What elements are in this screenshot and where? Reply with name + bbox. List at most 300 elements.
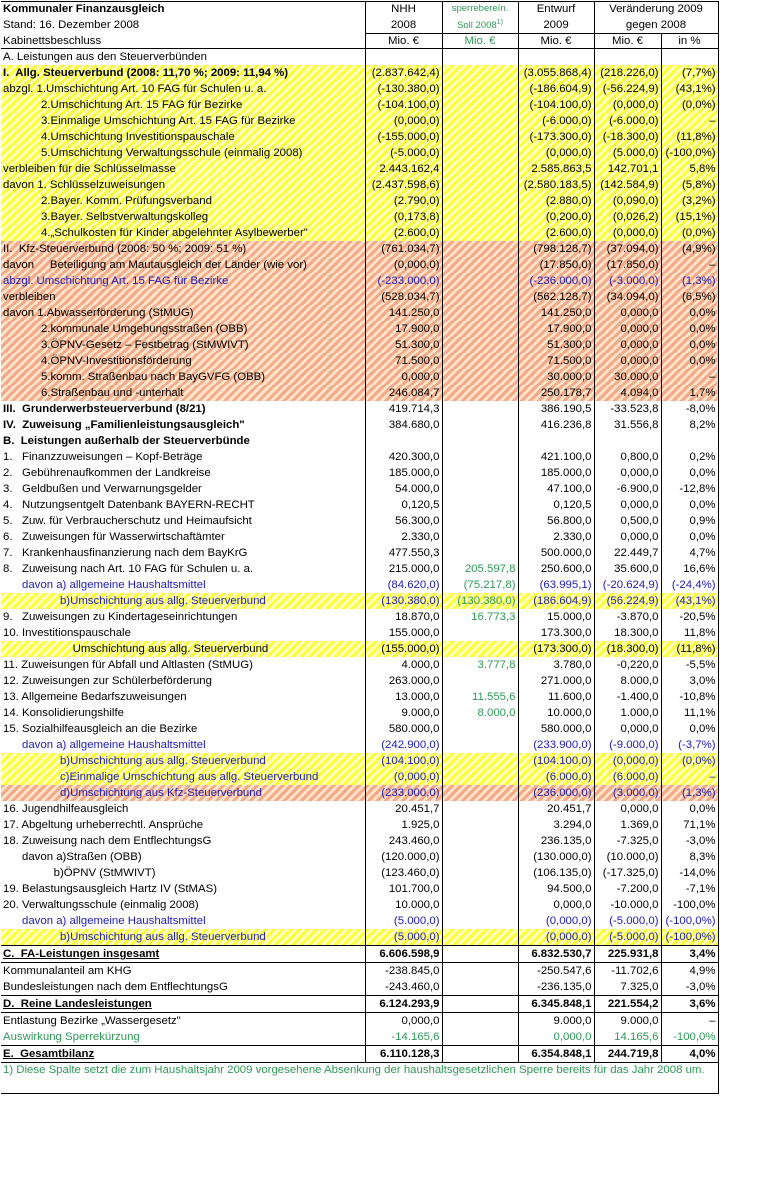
row-label: 4.„Schulkosten für Kinder abgelehnter Asylbewerber" bbox=[1, 225, 365, 241]
cell-col5: -10,8% bbox=[661, 689, 718, 705]
cell-col3: (562.128,7) bbox=[518, 289, 594, 305]
cell-col3: 0,000,0 bbox=[518, 1029, 594, 1046]
col-nhh-year: 2008 bbox=[365, 16, 442, 34]
cell-col1: 215.000,0 bbox=[365, 561, 442, 577]
row-label: A. Leistungen aus den Steuerverbünden bbox=[1, 49, 365, 66]
row-label: b)ÖPNV (StMWIVT) bbox=[1, 865, 365, 881]
cell-col1: 141.250,0 bbox=[365, 305, 442, 321]
col-sperre-year bbox=[442, 16, 518, 34]
col-entwurf: Entwurf bbox=[518, 2, 594, 17]
row-label: 4.Umschichtung Investitionspauschale bbox=[1, 129, 365, 145]
cell-col1: 246.084,7 bbox=[365, 385, 442, 401]
cell-col2 bbox=[442, 529, 518, 545]
cell-col5: (6,5%) bbox=[661, 289, 718, 305]
table-row bbox=[1, 305, 718, 321]
cell-col5: 71,1% bbox=[661, 817, 718, 833]
cell-col2 bbox=[442, 963, 518, 980]
row-label: abzgl. 1.Umschichtung Art. 10 FAG für Schulen u. a. bbox=[1, 81, 365, 97]
row-label: davon a) allgemeine Haushaltsmittel bbox=[1, 737, 365, 753]
cell-col3: (0,200,0) bbox=[518, 209, 594, 225]
cell-col5: 3,6% bbox=[661, 996, 718, 1013]
cell-col3: (-236.000,0) bbox=[518, 273, 594, 289]
cell-col5: 0,2% bbox=[661, 449, 718, 465]
cell-col4: (0,000,0) bbox=[594, 225, 661, 241]
cell-col1: (528.034,7) bbox=[365, 289, 442, 305]
cell-col1: 580.000,0 bbox=[365, 721, 442, 737]
cell-col4: 30.000,0 bbox=[594, 369, 661, 385]
row-label: abzgl. Umschichtung Art. 15 FAG für Bezirke bbox=[1, 273, 365, 289]
cell-col1: 101.700,0 bbox=[365, 881, 442, 897]
cell-col3: 71.500,0 bbox=[518, 353, 594, 369]
row-label: 3.Einmalige Umschichtung Art. 15 FAG für Bezirke bbox=[1, 113, 365, 129]
table-row bbox=[1, 769, 718, 785]
table-row bbox=[1, 817, 718, 833]
cell-col3: 250.178,7 bbox=[518, 385, 594, 401]
cell-col2 bbox=[442, 753, 518, 769]
cell-col1: 9.000,0 bbox=[365, 705, 442, 721]
cell-col5: 0,0% bbox=[661, 497, 718, 513]
table-row bbox=[1, 81, 718, 97]
cell-col1: 185.000,0 bbox=[365, 465, 442, 481]
cell-col5: (43,1%) bbox=[661, 593, 718, 609]
row-label: 17. Abgeltung urheberrechtl. Ansprüche bbox=[1, 817, 365, 833]
cell-col2 bbox=[442, 337, 518, 353]
row-label: 12. Zuweisungen zur Schülerbeförderung bbox=[1, 673, 365, 689]
cell-col1: (123.460,0) bbox=[365, 865, 442, 881]
row-label: 3. Geldbußen und Verwarnungsgelder bbox=[1, 481, 365, 497]
cell-col2 bbox=[442, 721, 518, 737]
row-label: B. Leistungen außerhalb der Steuerverbünde bbox=[1, 433, 365, 449]
cell-col4: -0,220,0 bbox=[594, 657, 661, 673]
cell-col2 bbox=[442, 833, 518, 849]
cell-col5: – bbox=[661, 769, 718, 785]
cell-col2 bbox=[442, 449, 518, 465]
table-row bbox=[1, 913, 718, 929]
cell-col2 bbox=[442, 113, 518, 129]
table-row bbox=[1, 193, 718, 209]
unit-sperre: Mio. € bbox=[442, 34, 518, 49]
cell-col4: 1.000,0 bbox=[594, 705, 661, 721]
cell-col1: 1.925,0 bbox=[365, 817, 442, 833]
cell-col2 bbox=[442, 97, 518, 113]
table-row bbox=[1, 161, 718, 177]
cell-col2 bbox=[442, 996, 518, 1013]
cell-col1: 13.000,0 bbox=[365, 689, 442, 705]
row-label: III. Grunderwerbsteuerverbund (8/21) bbox=[1, 401, 365, 417]
cell-col2 bbox=[442, 1046, 518, 1063]
finance-table bbox=[1, 1, 719, 1094]
row-label: Umschichtung aus allg. Steuerverbund bbox=[1, 641, 365, 657]
cell-col1: (233.000,0) bbox=[365, 785, 442, 801]
cell-col1: (242.900,0) bbox=[365, 737, 442, 753]
table-row bbox=[1, 561, 718, 577]
cell-col2 bbox=[442, 801, 518, 817]
cell-col2 bbox=[442, 625, 518, 641]
cell-col3: (3.055.868,4) bbox=[518, 65, 594, 81]
cell-col5 bbox=[661, 49, 718, 66]
cell-col5: -20,5% bbox=[661, 609, 718, 625]
cell-col3: 173.300,0 bbox=[518, 625, 594, 641]
cell-col1: (104.100,0) bbox=[365, 753, 442, 769]
cell-col3: (2.880,0) bbox=[518, 193, 594, 209]
table-row bbox=[1, 321, 718, 337]
row-label: E. Gesamtbilanz bbox=[1, 1046, 365, 1063]
table-row bbox=[1, 449, 718, 465]
cell-col5: (7,7%) bbox=[661, 65, 718, 81]
table-row bbox=[1, 337, 718, 353]
table-body bbox=[1, 49, 718, 1063]
cell-col4: (0,000,0) bbox=[594, 753, 661, 769]
cell-col5: 4,7% bbox=[661, 545, 718, 561]
col-sperre-label: sperrebereín. bbox=[451, 3, 509, 14]
cell-col4: (142.584,9) bbox=[594, 177, 661, 193]
cell-col1: (-104.100,0) bbox=[365, 97, 442, 113]
col-entwurf-year: 2009 bbox=[518, 16, 594, 34]
cell-col1: 51.300,0 bbox=[365, 337, 442, 353]
cell-col1: (-5.000,0) bbox=[365, 145, 442, 161]
row-label: 4.ÖPNV-Investitionsförderung bbox=[1, 353, 365, 369]
cell-col5: -3,0% bbox=[661, 979, 718, 996]
cell-col3: (236.000,0) bbox=[518, 785, 594, 801]
cell-col5: 3,0% bbox=[661, 673, 718, 689]
cell-col5: 0,0% bbox=[661, 353, 718, 369]
cell-col3: 421.100,0 bbox=[518, 449, 594, 465]
cell-col3: 15.000,0 bbox=[518, 609, 594, 625]
cell-col2 bbox=[442, 177, 518, 193]
table-row bbox=[1, 433, 718, 449]
table-row bbox=[1, 865, 718, 881]
table-row bbox=[1, 513, 718, 529]
table-row bbox=[1, 369, 718, 385]
cell-col2 bbox=[442, 946, 518, 963]
cell-col3: -250.547,6 bbox=[518, 963, 594, 980]
row-label: 8. Zuweisung nach Art. 10 FAG für Schulen u. a. bbox=[1, 561, 365, 577]
row-label: 3.ÖPNV-Gesetz – Festbetrag (StMWIVT) bbox=[1, 337, 365, 353]
cell-col5: 0,9% bbox=[661, 513, 718, 529]
cell-col2: 16.773,3 bbox=[442, 609, 518, 625]
cell-col5: (1,3%) bbox=[661, 273, 718, 289]
table-row bbox=[1, 113, 718, 129]
cell-col3: (798.128,7) bbox=[518, 241, 594, 257]
table-row bbox=[1, 497, 718, 513]
table-row bbox=[1, 625, 718, 641]
cell-col5: (43,1%) bbox=[661, 81, 718, 97]
cell-col4: 225.931,8 bbox=[594, 946, 661, 963]
cell-col1: 477.550,3 bbox=[365, 545, 442, 561]
cell-col4: -33.523,8 bbox=[594, 401, 661, 417]
table-row bbox=[1, 1013, 718, 1030]
cell-col3: 416.236,8 bbox=[518, 417, 594, 433]
cell-col3: 0,120,5 bbox=[518, 497, 594, 513]
cell-col5: 5,8% bbox=[661, 161, 718, 177]
cell-col1: -238.845,0 bbox=[365, 963, 442, 980]
cell-col4: 0,800,0 bbox=[594, 449, 661, 465]
row-label: 10. Investitionspauschale bbox=[1, 625, 365, 641]
cell-col4: -1.400,0 bbox=[594, 689, 661, 705]
cell-col2 bbox=[442, 193, 518, 209]
col-sperre bbox=[442, 2, 518, 17]
cell-col3: 9.000,0 bbox=[518, 1013, 594, 1030]
table-row bbox=[1, 946, 718, 963]
cell-col2 bbox=[442, 897, 518, 913]
cell-col2 bbox=[442, 1013, 518, 1030]
cell-col4: -7.200,0 bbox=[594, 881, 661, 897]
row-label: 3.Bayer. Selbstverwaltungskolleg bbox=[1, 209, 365, 225]
row-label: 19. Belastungsausgleich Hartz IV (StMAS) bbox=[1, 881, 365, 897]
cell-col5: 0,0% bbox=[661, 337, 718, 353]
cell-col5: (-24,4%) bbox=[661, 577, 718, 593]
table-row bbox=[1, 49, 718, 66]
cell-col2 bbox=[442, 353, 518, 369]
cell-col4: (218.226,0) bbox=[594, 65, 661, 81]
cell-col2 bbox=[442, 289, 518, 305]
cell-col2 bbox=[442, 321, 518, 337]
cell-col1: (5.000,0) bbox=[365, 913, 442, 929]
cell-col3: 51.300,0 bbox=[518, 337, 594, 353]
cell-col1: 420.300,0 bbox=[365, 449, 442, 465]
cell-col1: 10.000,0 bbox=[365, 897, 442, 913]
cell-col2 bbox=[442, 433, 518, 449]
cell-col1: 6.110.128,3 bbox=[365, 1046, 442, 1063]
cell-col1: (0,000,0) bbox=[365, 113, 442, 129]
cell-col3: 185.000,0 bbox=[518, 465, 594, 481]
cell-col3: (130.000,0) bbox=[518, 849, 594, 865]
cell-col3: 141.250,0 bbox=[518, 305, 594, 321]
footnote: 1) Diese Spalte setzt die zum Haushaltsjahr 2009 vorgesehene Absenkung der haushaltsgesetzlichen Sperre bereits für das Jahr 2008 um. bbox=[1, 1063, 718, 1094]
cell-col3: (186.604,9) bbox=[518, 593, 594, 609]
row-label: 16. Jugendhilfeausgleich bbox=[1, 801, 365, 817]
cell-col2 bbox=[442, 49, 518, 66]
cell-col5: 0,0% bbox=[661, 529, 718, 545]
cell-col1: 0,000,0 bbox=[365, 369, 442, 385]
cell-col3: 500.000,0 bbox=[518, 545, 594, 561]
table-row bbox=[1, 849, 718, 865]
cell-col1: (5.000,0) bbox=[365, 929, 442, 946]
table-row bbox=[1, 97, 718, 113]
row-label: 18. Zuweisung nach dem EntflechtungsG bbox=[1, 833, 365, 849]
cell-col2 bbox=[442, 465, 518, 481]
table-row bbox=[1, 929, 718, 946]
row-label: 5. Zuw. für Verbraucherschutz und Heimaufsicht bbox=[1, 513, 365, 529]
col-nhh: NHH bbox=[365, 2, 442, 17]
row-label: D. Reine Landesleistungen bbox=[1, 996, 365, 1013]
table-row bbox=[1, 177, 718, 193]
cell-col3: 30.000,0 bbox=[518, 369, 594, 385]
table-row bbox=[1, 593, 718, 609]
table-row bbox=[1, 881, 718, 897]
cell-col4: 0,000,0 bbox=[594, 337, 661, 353]
cell-col5: 3,4% bbox=[661, 946, 718, 963]
table-row bbox=[1, 417, 718, 433]
cell-col2: 205.597,8 bbox=[442, 561, 518, 577]
cell-col5: -100,0% bbox=[661, 897, 718, 913]
cell-col4: (18.300,0) bbox=[594, 641, 661, 657]
cell-col2 bbox=[442, 305, 518, 321]
table-row bbox=[1, 545, 718, 561]
cell-col1: 71.500,0 bbox=[365, 353, 442, 369]
table-row bbox=[1, 577, 718, 593]
table-row bbox=[1, 963, 718, 980]
cell-col3: 94.500,0 bbox=[518, 881, 594, 897]
table-row bbox=[1, 273, 718, 289]
table-row bbox=[1, 785, 718, 801]
cell-col1: 54.000,0 bbox=[365, 481, 442, 497]
cell-col5: – bbox=[661, 257, 718, 273]
table-row bbox=[1, 209, 718, 225]
unit-pct: in % bbox=[661, 34, 718, 49]
cell-col2: (130.380,0) bbox=[442, 593, 518, 609]
cell-col4: 22.449,7 bbox=[594, 545, 661, 561]
table-row bbox=[1, 241, 718, 257]
cell-col4: 31.556,8 bbox=[594, 417, 661, 433]
cell-col5: (-100,0%) bbox=[661, 145, 718, 161]
cell-col2 bbox=[442, 369, 518, 385]
table-row bbox=[1, 1046, 718, 1063]
cell-col4: -6.900,0 bbox=[594, 481, 661, 497]
cell-col3: 236.135,0 bbox=[518, 833, 594, 849]
cell-col5: -14,0% bbox=[661, 865, 718, 881]
cell-col3: (-6.000,0) bbox=[518, 113, 594, 129]
cell-col4: (-56.224,9) bbox=[594, 81, 661, 97]
row-label: b)Umschichtung aus allg. Steuerverbund bbox=[1, 929, 365, 946]
unit-entwurf: Mio. € bbox=[518, 34, 594, 49]
table-row bbox=[1, 145, 718, 161]
cell-col1: (120.000,0) bbox=[365, 849, 442, 865]
row-label: davon a) allgemeine Haushaltsmittel bbox=[1, 577, 365, 593]
cell-col2 bbox=[442, 641, 518, 657]
cell-col4: 142.701,1 bbox=[594, 161, 661, 177]
cell-col3: (0,000,0) bbox=[518, 929, 594, 946]
cell-col2 bbox=[442, 225, 518, 241]
cell-col5: (-100,0%) bbox=[661, 913, 718, 929]
table-row bbox=[1, 609, 718, 625]
cell-col4: 9.000,0 bbox=[594, 1013, 661, 1030]
table-row bbox=[1, 465, 718, 481]
cell-col4: 0,000,0 bbox=[594, 465, 661, 481]
cell-col4: (17.850,0) bbox=[594, 257, 661, 273]
cell-col2 bbox=[442, 385, 518, 401]
row-label: Entlastung Bezirke „Wassergesetz" bbox=[1, 1013, 365, 1030]
cell-col3: (2.580.183,5) bbox=[518, 177, 594, 193]
cell-col5: 0,0% bbox=[661, 305, 718, 321]
cell-col2 bbox=[442, 417, 518, 433]
row-label: c)Einmalige Umschichtung aus allg. Steuerverbund bbox=[1, 769, 365, 785]
cell-col5: 11,8% bbox=[661, 625, 718, 641]
cell-col4: 0,500,0 bbox=[594, 513, 661, 529]
cell-col1: 155.000,0 bbox=[365, 625, 442, 641]
col-veraenderung-sub: gegen 2008 bbox=[594, 16, 718, 34]
cell-col4: (3.000,0) bbox=[594, 785, 661, 801]
table-row bbox=[1, 801, 718, 817]
cell-col4: (0,026,2) bbox=[594, 209, 661, 225]
col-sperre-year-label: Soll 2008 bbox=[457, 20, 497, 32]
cell-col1: 0,120,5 bbox=[365, 497, 442, 513]
row-label: 11. Zuweisungen für Abfall und Altlasten (StMUG) bbox=[1, 657, 365, 673]
cell-col2 bbox=[442, 865, 518, 881]
kabinett-label: Kabinettsbeschluss bbox=[1, 34, 365, 49]
cell-col4: 0,000,0 bbox=[594, 721, 661, 737]
row-label: IV. Zuweisung „Familienleistungsausgleich" bbox=[1, 417, 365, 433]
row-label: I. Allg. Steuerverbund (2008: 11,70 %; 2009: 11,94 %) bbox=[1, 65, 365, 81]
row-label: 14. Konsolidierungshilfe bbox=[1, 705, 365, 721]
cell-col4: 35.600,0 bbox=[594, 561, 661, 577]
cell-col4: 14.165,6 bbox=[594, 1029, 661, 1046]
cell-col4: (-20.624,9) bbox=[594, 577, 661, 593]
cell-col4: 0,000,0 bbox=[594, 353, 661, 369]
row-label: C. FA-Leistungen insgesamt bbox=[1, 946, 365, 963]
cell-col1: 18.870,0 bbox=[365, 609, 442, 625]
table-row bbox=[1, 1029, 718, 1046]
cell-col4: 1.369,0 bbox=[594, 817, 661, 833]
cell-col3: (173.300,0) bbox=[518, 641, 594, 657]
cell-col1: 243.460,0 bbox=[365, 833, 442, 849]
cell-col3: 17.900,0 bbox=[518, 321, 594, 337]
cell-col1: (-130.380,0) bbox=[365, 81, 442, 97]
table-row bbox=[1, 673, 718, 689]
cell-col4: (10.000,0) bbox=[594, 849, 661, 865]
cell-col4: -11.702,6 bbox=[594, 963, 661, 980]
cell-col1: 4.000,0 bbox=[365, 657, 442, 673]
cell-col5: (-100,0%) bbox=[661, 929, 718, 946]
cell-col3: 47.100,0 bbox=[518, 481, 594, 497]
cell-col1: 2.443.162,4 bbox=[365, 161, 442, 177]
table-row bbox=[1, 689, 718, 705]
row-label: 7. Krankenhausfinanzierung nach dem BayKrG bbox=[1, 545, 365, 561]
row-label: 13. Allgemeine Bedarfszuweisungen bbox=[1, 689, 365, 705]
unit-nhh: Mio. € bbox=[365, 34, 442, 49]
cell-col3: -236.135,0 bbox=[518, 979, 594, 996]
cell-col2 bbox=[442, 737, 518, 753]
cell-col2 bbox=[442, 881, 518, 897]
cell-col2 bbox=[442, 481, 518, 497]
cell-col5: 11,1% bbox=[661, 705, 718, 721]
cell-col3: (0,000,0) bbox=[518, 913, 594, 929]
row-label: 4. Nutzungsentgelt Datenbank BAYERN-RECHT bbox=[1, 497, 365, 513]
cell-col1: (2.600,0) bbox=[365, 225, 442, 241]
cell-col5: 16,6% bbox=[661, 561, 718, 577]
cell-col5: 0,0% bbox=[661, 465, 718, 481]
cell-col4: (-18.300,0) bbox=[594, 129, 661, 145]
cell-col4: 18.300,0 bbox=[594, 625, 661, 641]
stand-date: Stand: 16. Dezember 2008 bbox=[1, 16, 365, 34]
row-label: II. Kfz-Steuerverbund (2008: 50 %; 2009: 51 %) bbox=[1, 241, 365, 257]
cell-col5: (0,0%) bbox=[661, 97, 718, 113]
cell-col1: (130.380,0) bbox=[365, 593, 442, 609]
cell-col3: 20.451,7 bbox=[518, 801, 594, 817]
cell-col2 bbox=[442, 497, 518, 513]
cell-col1: 384.680,0 bbox=[365, 417, 442, 433]
table-title: Kommunaler Finanzausgleich bbox=[1, 2, 365, 17]
cell-col5: 1,7% bbox=[661, 385, 718, 401]
row-label: davon 1. Schlüsselzuweisungen bbox=[1, 177, 365, 193]
cell-col2 bbox=[442, 401, 518, 417]
cell-col4: (-9.000,0) bbox=[594, 737, 661, 753]
cell-col4: 0,000,0 bbox=[594, 321, 661, 337]
cell-col5: 0,0% bbox=[661, 801, 718, 817]
cell-col5: (1,3%) bbox=[661, 785, 718, 801]
cell-col4: (0,090,0) bbox=[594, 193, 661, 209]
cell-col1: -14.165,6 bbox=[365, 1029, 442, 1046]
cell-col1: (84.620,0) bbox=[365, 577, 442, 593]
cell-col3: 6.345.848,1 bbox=[518, 996, 594, 1013]
cell-col1: (0,000,0) bbox=[365, 769, 442, 785]
cell-col2 bbox=[442, 785, 518, 801]
cell-col2 bbox=[442, 1029, 518, 1046]
row-label: 2.Umschichtung Art. 15 FAG für Bezirke bbox=[1, 97, 365, 113]
cell-col1: (-155.000,0) bbox=[365, 129, 442, 145]
cell-col2 bbox=[442, 673, 518, 689]
cell-col1: 17.900,0 bbox=[365, 321, 442, 337]
